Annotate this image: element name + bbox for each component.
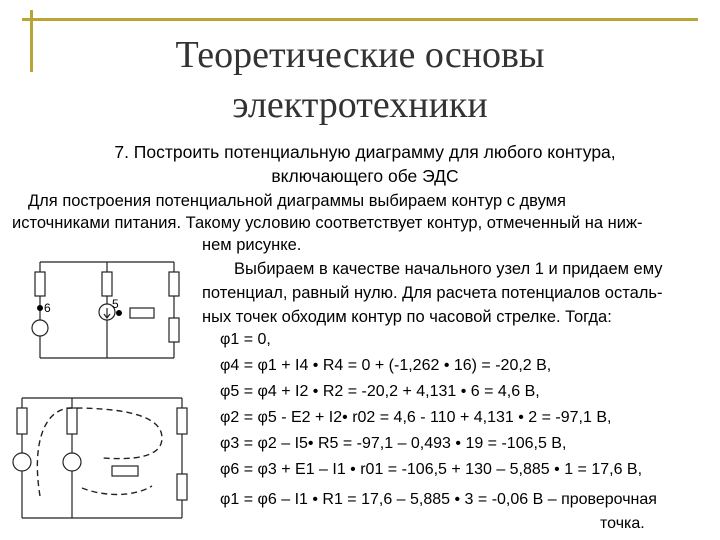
node-5-label: 5 bbox=[112, 297, 119, 311]
node-6-label: 6 bbox=[44, 301, 51, 315]
resistor-r2-bottom bbox=[67, 408, 77, 434]
slide-title bbox=[60, 30, 660, 130]
paragraph-2-line-2: потенциал, равный нулю. Для расчета потенциалов осталь- bbox=[202, 284, 663, 302]
resistor-r3-bottom bbox=[177, 408, 187, 434]
formula-end: точка. bbox=[600, 515, 645, 532]
resistor-r1-bottom bbox=[17, 408, 27, 434]
title-line-2: электротехники bbox=[232, 84, 488, 126]
title-rule-horizontal bbox=[22, 18, 698, 21]
resistor-r4-bottom bbox=[177, 474, 187, 500]
formula-phi2: φ2 = φ5 - E2 + I2• r02 = 4,6 - 110 + 4,131 • 2 = -97,1 В, bbox=[220, 409, 612, 426]
resistor-r1 bbox=[35, 272, 45, 296]
task-line-2: включающего обе ЭДС bbox=[271, 166, 459, 186]
task-heading bbox=[60, 140, 670, 188]
paragraph-1-line-1: Для построения потенциальной диаграммы выбираем контур с двумя bbox=[28, 192, 566, 210]
resistor-r5 bbox=[130, 308, 154, 318]
formula-phi1-check: φ1 = φ6 – I1 • R1 = 17,6 – 5,885 • 3 = -0,06 В – проверочная bbox=[220, 491, 657, 508]
formula-phi1-start: φ1 = 0, bbox=[220, 331, 271, 348]
paragraph-2-line-3: ных точек обходим контур по часовой стрелке. Тогда: bbox=[202, 308, 612, 326]
resistor-r3 bbox=[169, 272, 179, 296]
formula-phi4: φ4 = φ1 + I4 • R4 = 0 + (-1,262 • 16) = -20,2 В, bbox=[220, 357, 552, 374]
title-rule-vertical bbox=[30, 10, 33, 72]
resistor-r4 bbox=[169, 318, 179, 342]
circuit-diagram-top bbox=[22, 248, 192, 372]
source-e1-bottom-icon bbox=[13, 453, 31, 471]
paragraph-1-line-2: источниками питания. Такому условию соответствует контур, отмеченный на ниж- bbox=[12, 214, 643, 232]
title-line-1: Теоретические основы bbox=[175, 34, 545, 76]
formula-phi5: φ5 = φ4 + I2 • R2 = -20,2 + 4,131 • 6 = 4,6 В, bbox=[220, 383, 540, 400]
formula-phi3: φ3 = φ2 – I5• R5 = -97,1 – 0,493 • 19 = -106,5 В, bbox=[220, 435, 567, 452]
contour-path bbox=[37, 408, 162, 496]
circuit-wires-bottom bbox=[22, 398, 182, 518]
formula-phi6: φ6 = φ3 + E1 – I1 • r01 = -106,5 + 130 – 5,885 • 1 = 17,6 В, bbox=[220, 461, 643, 478]
source-e1-icon bbox=[32, 320, 48, 336]
source-e2-bottom-icon bbox=[63, 453, 81, 471]
node-6-dot bbox=[37, 305, 43, 311]
circuit-diagram-bottom bbox=[12, 378, 192, 528]
resistor-r2 bbox=[102, 272, 112, 296]
resistor-r5-bottom bbox=[112, 466, 138, 476]
paragraph-1-line-3: нем рисунке. bbox=[202, 236, 302, 254]
paragraph-2-line-1: Выбираем в качестве начального узел 1 и придаем ему bbox=[234, 260, 663, 278]
task-line-1: 7. Построить потенциальную диаграмму для любого контура, bbox=[114, 142, 616, 162]
